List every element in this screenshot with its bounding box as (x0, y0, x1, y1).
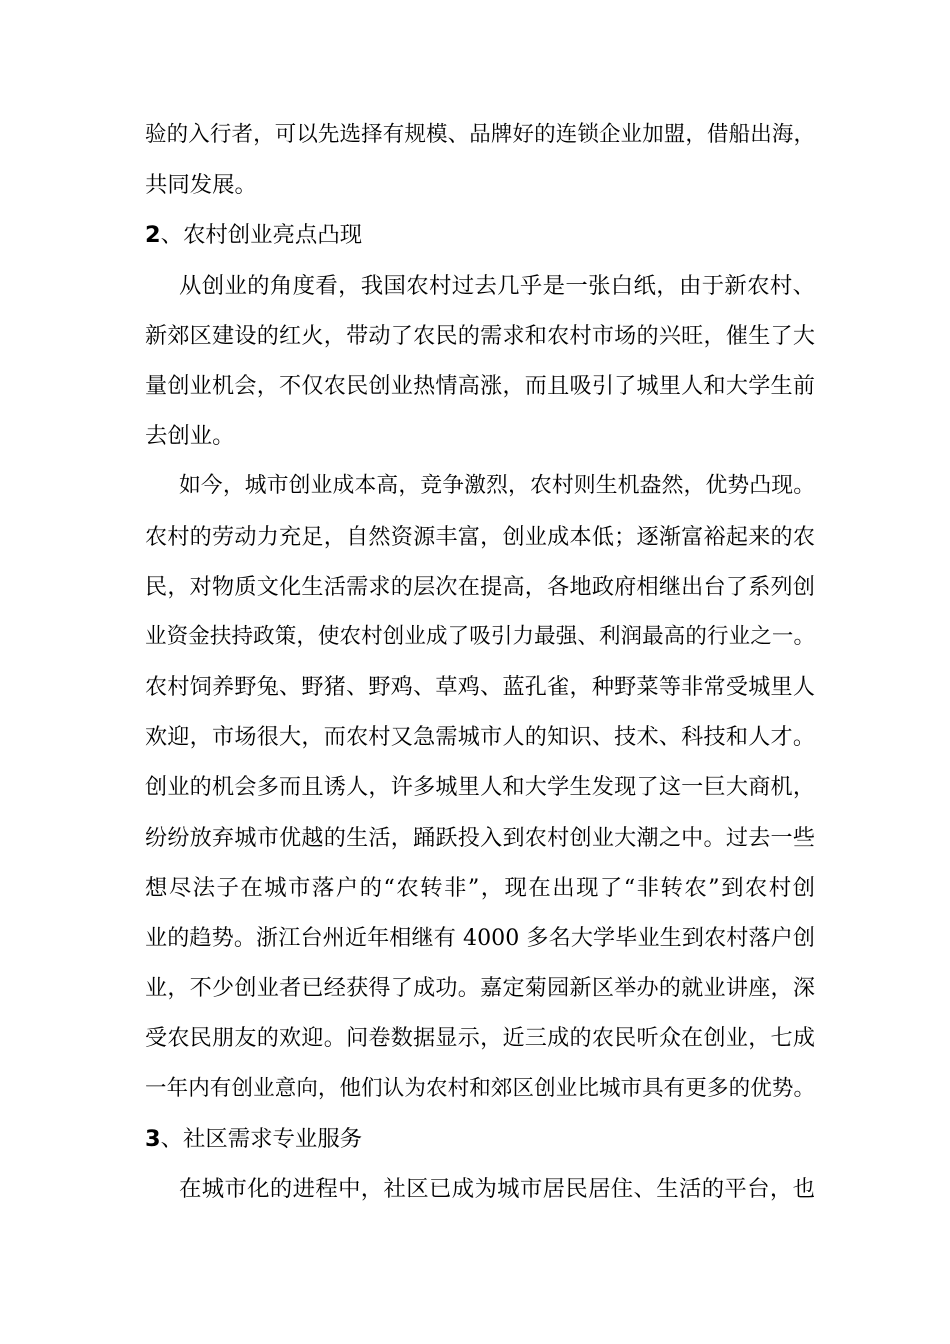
paragraph-line-13: 欢迎，市场很大，而农村又急需城市人的知识、技术、科技和人才。 (145, 724, 815, 751)
paragraph-line-2: 共同发展。 (145, 172, 257, 199)
paragraph-line-8: 如今，城市创业成本高，竞争激烈，农村则生机盎然，优势凸现。 (179, 473, 815, 499)
paragraph-line-17: 业的趋势。浙江台州近年相继有 4000 多名大学毕业生到农村落户创 (145, 925, 815, 951)
section-heading-2 (145, 218, 815, 268)
paragraph-line-5: 新郊区建设的红火，带动了农民的需求和农村市场的兴旺，催生了大 (145, 322, 815, 349)
paragraph-line-9: 农村的劳动力充足，自然资源丰富，创业成本低；逐渐富裕起来的农 (145, 523, 815, 550)
paragraph-line-16: 想尽法子在城市落户的“农转非”，现在出现了“非转农”到农村创 (145, 874, 815, 901)
paragraph-line-6: 量创业机会，不仅农民创业热情高涨，而且吸引了城里人和大学生前 (145, 372, 815, 399)
section-number: 2 (145, 222, 161, 249)
paragraph-line-14: 创业的机会多而且诱人，许多城里人和大学生发现了这一巨大商机， (145, 774, 815, 801)
section-title: 、社区需求专业服务 (160, 1125, 363, 1152)
paragraph-line-1: 验的入行者，可以先选择有规模、品牌好的连锁企业加盟，借船出海， (145, 122, 815, 147)
paragraph-line-12: 农村饲养野兔、野猪、野鸡、草鸡、蓝孔雀，种野菜等非常受城里人 (145, 674, 815, 701)
paragraph-line-22: 在城市化的进程中，社区已成为城市居民居住、生活的平台，也 (179, 1175, 815, 1202)
paragraph-line-15: 纷纷放弃城市优越的生活，踊跃投入到农村创业大潮之中。过去一些 (145, 824, 815, 851)
paragraph-line-18: 业，不少创业者已经获得了成功。嘉定菊园新区举办的就业讲座，深 (145, 975, 815, 1002)
section-title: 、农村创业亮点凸现 (160, 222, 363, 249)
paragraph-line-19: 受农民朋友的欢迎。问卷数据显示，近三成的农民听众在创业，七成 (145, 1025, 815, 1052)
paragraph-line-7: 去创业。 (145, 423, 235, 450)
paragraph-line-4: 从创业的角度看，我国农村过去几乎是一张白纸，由于新农村、 (179, 272, 815, 299)
paragraph-line-11: 业资金扶持政策，使农村创业成了吸引力最强、利润最高的行业之一。 (145, 623, 815, 649)
section-number: 3 (145, 1125, 161, 1152)
paragraph-line-20: 一年内有创业意向，他们认为农村和郊区创业比城市具有更多的优势。 (145, 1075, 815, 1101)
section-heading-3 (145, 1122, 815, 1172)
paragraph-line-10: 民，对物质文化生活需求的层次在提高，各地政府相继出台了系列创 (145, 573, 815, 600)
document-body (145, 118, 815, 1222)
